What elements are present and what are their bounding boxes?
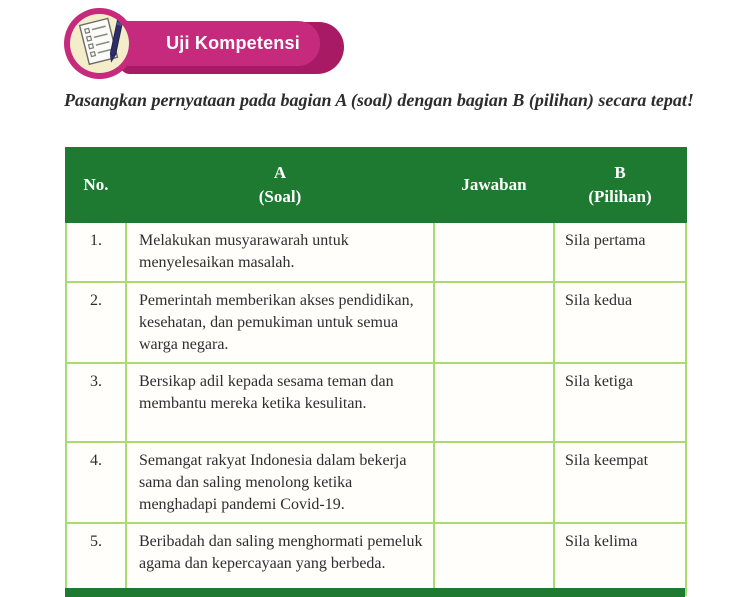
pilihan-cell: Sila ketiga bbox=[554, 363, 686, 442]
jawaban-cell bbox=[434, 442, 554, 523]
table-bottom-bar bbox=[65, 588, 685, 597]
table-row-4 bbox=[66, 442, 686, 523]
soal-cell: Bersikap adil kepada sesama teman dan membantu mereka ketika kesulitan. bbox=[126, 363, 434, 442]
row-number: 5. bbox=[66, 523, 126, 595]
checklist-pen-icon bbox=[73, 14, 127, 73]
soal-cell: Beribadah dan saling menghormati pemeluk agama dan kepercayaan yang berbeda. bbox=[126, 523, 434, 595]
jawaban-cell bbox=[434, 523, 554, 595]
table-row-3 bbox=[66, 363, 686, 442]
badge-circle-inner bbox=[70, 14, 129, 73]
jawaban-cell bbox=[434, 282, 554, 363]
soal-cell: Melakukan musyarawarah untuk menyelesaikan masalah. bbox=[126, 222, 434, 282]
table-row-1 bbox=[66, 222, 686, 282]
badge-label: Uji Kompetensi bbox=[166, 33, 300, 53]
jawaban-cell bbox=[434, 363, 554, 442]
table-row-5 bbox=[66, 523, 686, 595]
jawaban-cell bbox=[434, 222, 554, 282]
pilihan-cell: Sila keempat bbox=[554, 442, 686, 523]
kompetensi-badge bbox=[64, 8, 364, 80]
table-row-2 bbox=[66, 282, 686, 363]
col-header-jawaban: Jawaban bbox=[434, 148, 554, 222]
instruction-text: Pasangkan pernyataan pada bagian A (soal) dengan bagian B (pilihan) secara tepat! bbox=[64, 90, 694, 110]
table-header-row bbox=[66, 148, 686, 222]
pilihan-cell: Sila kelima bbox=[554, 523, 686, 595]
row-number: 1. bbox=[66, 222, 126, 282]
badge-pill bbox=[120, 21, 320, 66]
row-number: 4. bbox=[66, 442, 126, 523]
pilihan-cell: Sila pertama bbox=[554, 222, 686, 282]
badge-circle bbox=[64, 8, 135, 79]
matching-table bbox=[65, 147, 685, 596]
soal-cell: Pemerintah memberikan akses pendidikan, kesehatan, dan pemukiman untuk semua warga negara. bbox=[126, 282, 434, 363]
soal-cell: Semangat rakyat Indonesia dalam bekerja sama dan saling menolong ketika menghadapi pandemi Covid-19. bbox=[126, 442, 434, 523]
col-header-soal: A (Soal) bbox=[126, 148, 434, 222]
row-number: 2. bbox=[66, 282, 126, 363]
pilihan-cell: Sila kedua bbox=[554, 282, 686, 363]
row-number: 3. bbox=[66, 363, 126, 442]
col-header-no: No. bbox=[66, 148, 126, 222]
col-header-pilihan: B (Pilihan) bbox=[554, 148, 686, 222]
